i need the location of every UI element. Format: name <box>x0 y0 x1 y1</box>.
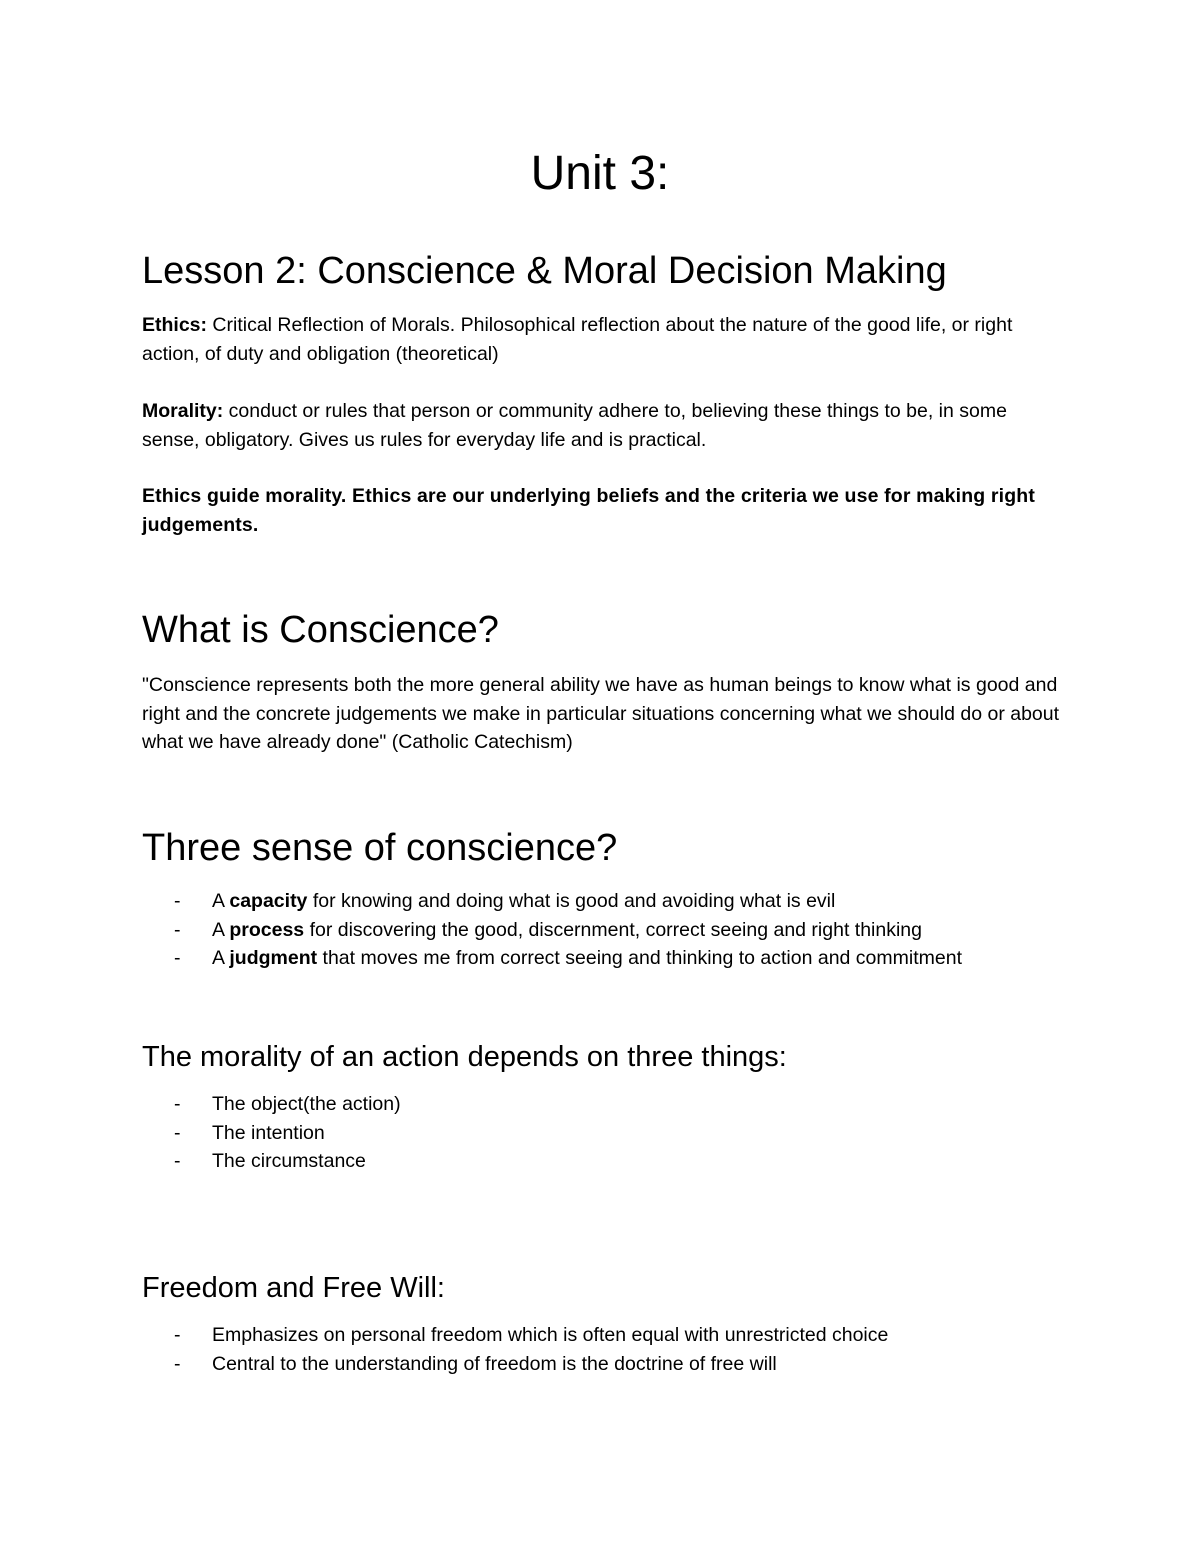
sense-term: process <box>229 918 305 941</box>
three-sense-heading: Three sense of conscience? <box>142 827 618 869</box>
dash-bullet: - <box>174 918 181 941</box>
dash-bullet: - <box>174 1352 181 1375</box>
morality-definition <box>142 397 1062 454</box>
list-item: - Emphasizes on personal freedom which is often equal with unrestricted choice <box>142 1321 1062 1350</box>
sense-term: capacity <box>229 890 308 912</box>
dash-bullet: - <box>174 890 181 912</box>
dash-bullet: - <box>174 947 181 969</box>
list-item: - Central to the understanding of freedom is the doctrine of free will <box>142 1350 1062 1379</box>
ethics-definition-text: Critical Reflection of Morals. Philosophical reflection about the nature of the good life, or right action, of duty and obligation (theoretical) <box>142 314 1013 365</box>
list-item: - A judgment that moves me from correct seeing and thinking to action and commitment <box>142 944 1062 973</box>
conscience-heading: What is Conscience? <box>142 609 499 651</box>
lesson-heading: Lesson 2: Conscience & Moral Decision Making <box>142 250 947 292</box>
freedom-list <box>142 1321 1062 1378</box>
sense-term: judgment <box>229 947 318 969</box>
freedom-heading: Freedom and Free Will: <box>142 1272 445 1304</box>
morality-definition-text: conduct or rules that person or community adhere to, believing these things to be, in some sense, obligatory. Gives us rules for everyday life and is practical. <box>142 400 1007 451</box>
list-item: - A process for discovering the good, discernment, correct seeing and right thinking <box>142 916 1062 945</box>
three-sense-list <box>142 887 1062 973</box>
dash-bullet: - <box>174 1150 181 1172</box>
dash-bullet: - <box>174 1121 181 1144</box>
list-item: - The intention <box>142 1119 1062 1148</box>
ethics-definition <box>142 311 1062 368</box>
document-title: Unit 3: <box>530 147 670 200</box>
list-item: - The object(the action) <box>142 1090 1062 1119</box>
conscience-quote: "Conscience represents both the more general ability we have as human beings to know what is good and right and the concrete judgements we make in particular situations concerning what we should do or about what we have already done" (Catholic Catechism) <box>142 674 1060 753</box>
list-item: - The circumstance <box>142 1147 1062 1176</box>
ethics-guide-statement: Ethics guide morality. Ethics are our underlying beliefs and the criteria we use for making right judgements. <box>142 485 1035 536</box>
morality-action-list <box>142 1090 1062 1176</box>
dash-bullet: - <box>174 1093 181 1115</box>
morality-term: Morality: <box>142 400 224 422</box>
list-item: - A capacity for knowing and doing what is good and avoiding what is evil <box>142 887 1062 916</box>
ethics-term: Ethics: <box>142 314 208 336</box>
morality-action-heading: The morality of an action depends on three things: <box>142 1041 787 1073</box>
dash-bullet: - <box>174 1324 181 1346</box>
